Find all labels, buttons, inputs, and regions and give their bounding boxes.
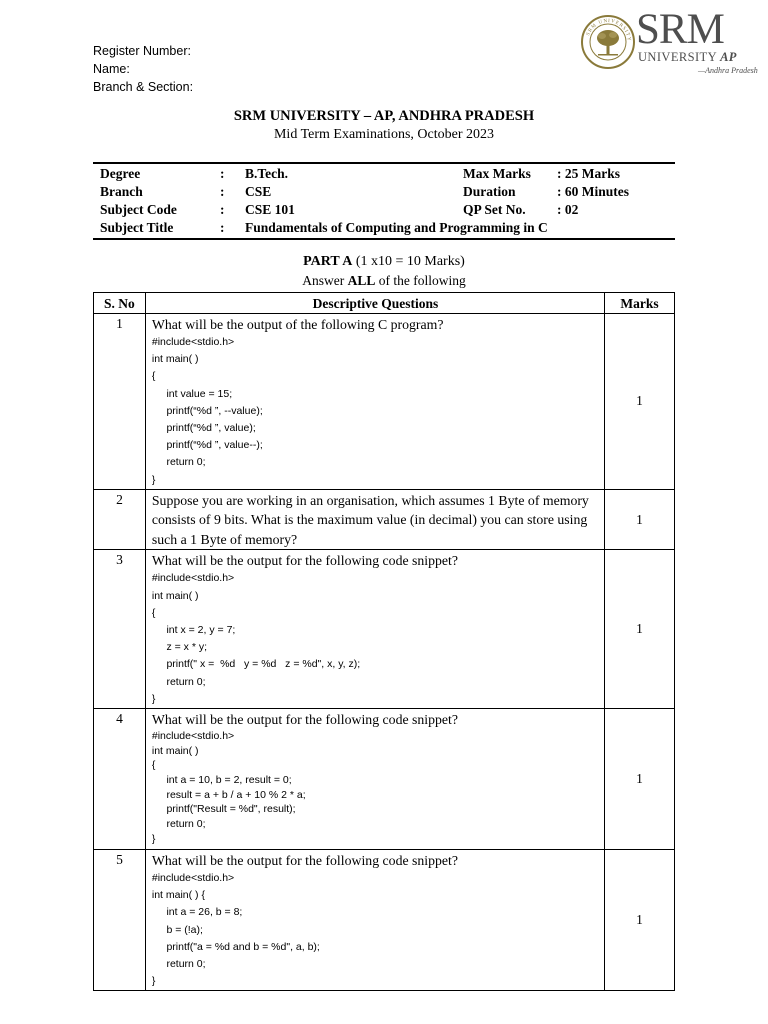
info-row-subject-title [93,219,675,237]
part-heading: PART A (1 x10 = 10 Marks) [303,254,465,269]
question-cell [145,708,604,849]
question-text: What will be the output of the following C program? [151,317,444,332]
header-questions: Descriptive Questions [145,293,604,314]
info-separator: : [220,202,225,217]
question-marks: 1 [605,550,675,709]
header-marks: Marks [605,293,675,314]
info-separator: : [220,166,225,181]
info-value: CSE [245,184,272,199]
question-cell [145,849,604,990]
name-label: Name: [93,62,130,76]
info-separator: : [220,184,225,199]
info-label: Branch [100,184,143,199]
info-label: Subject Title [100,220,174,235]
code-snippet: #include<stdio.h> int main( ) { int a = 26, b = 8; b = (!a); printf("a = %d and b = %d", a, b); return 0; } [151,871,320,988]
info-label-2: Duration [463,184,516,199]
info-label: Degree [100,166,141,181]
info-row-branch [93,183,675,201]
questions-table [93,292,675,991]
question-text: What will be the output for the following code snippet? [151,553,459,569]
info-value-2: : 25 Marks [557,166,620,181]
question-number: 4 [94,708,146,849]
question-number: 5 [94,849,146,990]
table-row [94,550,675,709]
srm-logo [580,6,758,86]
question-number: 3 [94,550,146,709]
student-details [93,42,193,96]
question-cell [145,314,604,490]
info-row-degree [93,165,675,183]
question-number: 2 [94,489,146,550]
brand-subtitle: UNIVERSITY AP [638,50,737,64]
exam-subtitle: Mid Term Examinations, October 2023 [273,127,494,142]
header-sno: S. No [94,293,146,314]
info-value: B.Tech. [245,166,289,181]
info-value: Fundamentals of Computing and Programming in C [245,220,548,235]
table-row [94,489,675,550]
table-row [94,708,675,849]
info-label: Subject Code [100,202,177,217]
svg-text:SRM UNIVERSITY: SRM UNIVERSITY [586,18,632,43]
table-row [94,314,675,490]
info-separator: : [220,220,225,235]
code-snippet: #include<stdio.h> int main( ) { int x = 2, y = 7; z = x * y; printf(" x = %d y = %d z = %d", x, y, z); return 0; } [151,572,361,705]
info-label-2: Max Marks [463,166,531,181]
info-value-2: : 60 Minutes [557,184,629,199]
code-snippet: #include<stdio.h> int main( ) { int a = 10, b = 2, result = 0; result = a + b / a + 10 % 2 * a; printf("Result = %d", result); return 0; } [151,729,306,845]
exam-title: SRM UNIVERSITY – AP, ANDHRA PRADESH [233,108,535,124]
info-value-2: : 02 [557,202,579,217]
info-value: CSE 101 [245,202,295,217]
brand-name: SRM [636,6,724,53]
table-row [94,849,675,990]
question-marks: 1 [605,489,675,550]
question-marks: 1 [605,314,675,490]
table-header-row [94,293,675,314]
question-text: What will be the output for the following code snippet? [151,711,459,727]
question-text: What will be the output for the following code snippet? [151,852,459,868]
question-cell [145,550,604,709]
question-text: Suppose you are working in an organisation, which assumes 1 Byte of memory consists of 9 bits. What is the maximum value (in decimal) you can store using such a 1 Byte of memory? [151,492,589,547]
question-cell [145,489,604,550]
exam-info-block [93,162,675,240]
info-label-2: QP Set No. [463,202,526,217]
part-instruction: Answer ALL of the following [302,273,466,288]
university-seal-icon [580,14,636,70]
question-marks: 1 [605,708,675,849]
question-number: 1 [94,314,146,490]
register-number-label: Register Number: [93,44,191,58]
code-snippet: #include<stdio.h> int main( ) { int value = 15; printf(“%d ”, --value); printf(“%d ”, value); printf(“%d ”, value--); return 0; } [151,336,263,486]
branch-section-label: Branch & Section: [93,80,194,94]
question-marks: 1 [605,849,675,990]
brand-location: —Andhra Pradesh [698,66,758,75]
info-row-subject-code [93,201,675,219]
